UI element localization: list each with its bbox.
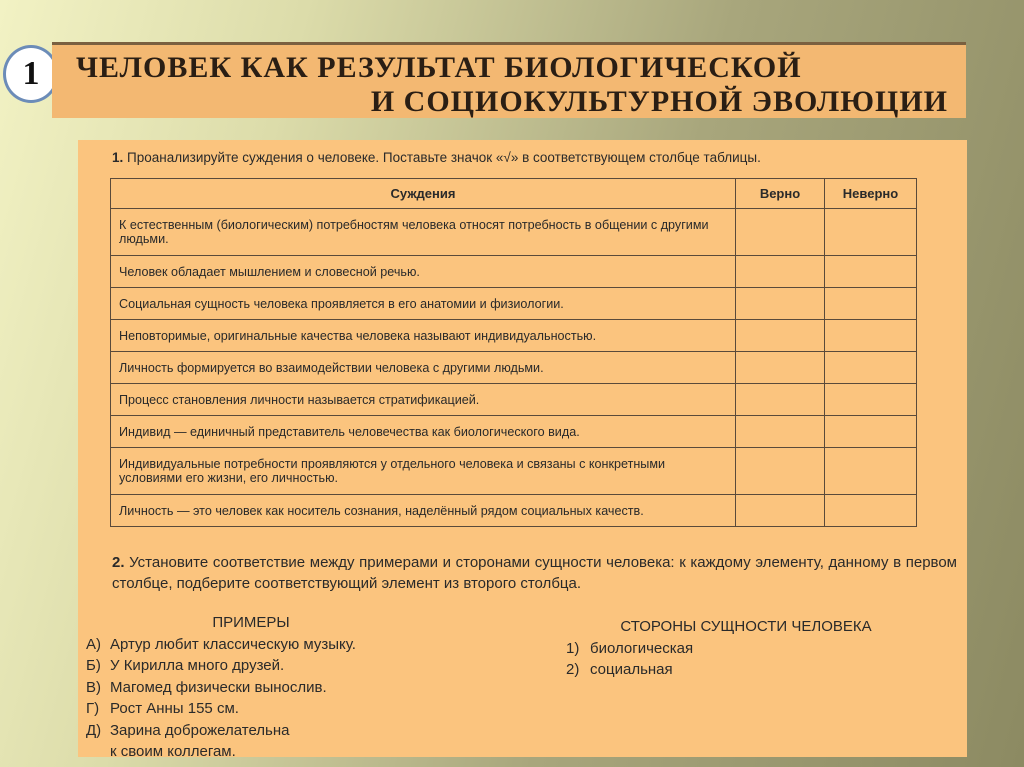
item-key: А) [86, 635, 101, 653]
item-key: 1) [566, 639, 580, 657]
header-false: Неверно [825, 179, 917, 209]
true-cell[interactable] [736, 288, 825, 320]
false-cell[interactable] [825, 288, 917, 320]
slide-number-badge: 1 [3, 45, 59, 103]
judgement-text: Социальная сущность человека проявляется в его анатомии и физиологии. [111, 288, 736, 320]
judgement-text: Процесс становления личности называется стратификацией. [111, 384, 736, 416]
item-text: Артур любит классическую музыку. [110, 635, 356, 653]
table-row [111, 448, 917, 495]
item-text: биологическая [590, 639, 694, 657]
judgement-text: К естественным (биологическим) потребностям человека относят потребность в общении с другими людьми. [111, 209, 736, 256]
judgement-text: Индивид — единичный представитель человечества как биологического вида. [111, 416, 736, 448]
table-row [111, 320, 917, 352]
item-text: социальная [590, 661, 673, 678]
item-text: У Кирилла много друзей. [110, 657, 285, 674]
worksheet [78, 140, 967, 760]
task2-number: 2. [112, 554, 125, 571]
false-cell[interactable] [825, 384, 917, 416]
sides-column [566, 616, 926, 681]
true-cell[interactable] [736, 416, 825, 448]
judgement-text: Неповторимые, оригинальные качества человека называют индивидуальностью. [111, 320, 736, 352]
item-key: Б) [86, 657, 101, 674]
title-banner [52, 42, 966, 118]
false-cell[interactable] [825, 209, 917, 256]
task2-text: Установите соответствие между примерами и сторонами сущности человека: к каждому элементу, данному в первом столбце, подберите соответствующий элемент из второго столбца. [112, 554, 957, 592]
examples-header: ПРИМЕРЫ [212, 614, 290, 631]
task2-instruction [112, 552, 957, 594]
list-item [86, 655, 466, 677]
item-text: Магомед физически вынослив. [110, 678, 327, 696]
item-key: Д) [86, 721, 102, 739]
task1-number: 1. [112, 150, 124, 165]
true-cell[interactable] [736, 495, 825, 527]
header-true: Верно [736, 179, 825, 209]
true-cell[interactable] [736, 209, 825, 256]
title-line-1: ЧЕЛОВЕК КАК РЕЗУЛЬТАТ БИОЛОГИЧЕСКОЙ [76, 51, 802, 84]
false-cell[interactable] [825, 256, 917, 288]
judgement-text: Личность — это человек как носитель сознания, наделённый рядом социальных качеств. [111, 495, 736, 527]
title-line-2: И СОЦИОКУЛЬТУРНОЙ ЭВОЛЮЦИИ [370, 85, 948, 118]
judgement-text: Личность формируется во взаимодействии человека с другими людьми. [111, 352, 736, 384]
item-text: Зарина доброжелательна [110, 721, 290, 739]
task1-text: Проанализируйте суждения о человеке. Поставьте значок «√» в соответствующем столбце таблицы. [127, 150, 761, 165]
list-item [566, 659, 926, 681]
false-cell[interactable] [825, 352, 917, 384]
table-row [111, 495, 917, 527]
false-cell[interactable] [825, 495, 917, 527]
item-key: В) [86, 678, 101, 696]
table-row [111, 209, 917, 256]
table-row [111, 384, 917, 416]
sides-header: СТОРОНЫ СУЩНОСТИ ЧЕЛОВЕКА [620, 618, 872, 635]
table-row [111, 288, 917, 320]
false-cell[interactable] [825, 416, 917, 448]
header-judgements: Суждения [111, 179, 736, 209]
table-row [111, 352, 917, 384]
judgements-table [110, 178, 917, 527]
true-cell[interactable] [736, 448, 825, 495]
list-item [566, 638, 926, 660]
true-cell[interactable] [736, 256, 825, 288]
judgement-text: Человек обладает мышлением и словесной речью. [111, 256, 736, 288]
list-item [86, 677, 466, 699]
false-cell[interactable] [825, 448, 917, 495]
true-cell[interactable] [736, 320, 825, 352]
task1-instruction [112, 150, 761, 165]
list-item [86, 741, 466, 763]
examples-column [86, 612, 466, 763]
table-row [111, 256, 917, 288]
item-key: 2) [566, 661, 580, 678]
item-key: Г) [86, 700, 100, 717]
judgement-text: Индивидуальные потребности проявляются у отдельного человека и связаны с конкретными условиями его жизни, его личностью. [111, 448, 736, 495]
item-text: к своим коллегам. [110, 743, 236, 760]
false-cell[interactable] [825, 320, 917, 352]
list-item [86, 698, 466, 720]
true-cell[interactable] [736, 352, 825, 384]
table-row [111, 416, 917, 448]
list-item [86, 720, 466, 742]
list-item [86, 634, 466, 656]
true-cell[interactable] [736, 384, 825, 416]
item-text: Рост Анны 155 см. [110, 700, 239, 717]
